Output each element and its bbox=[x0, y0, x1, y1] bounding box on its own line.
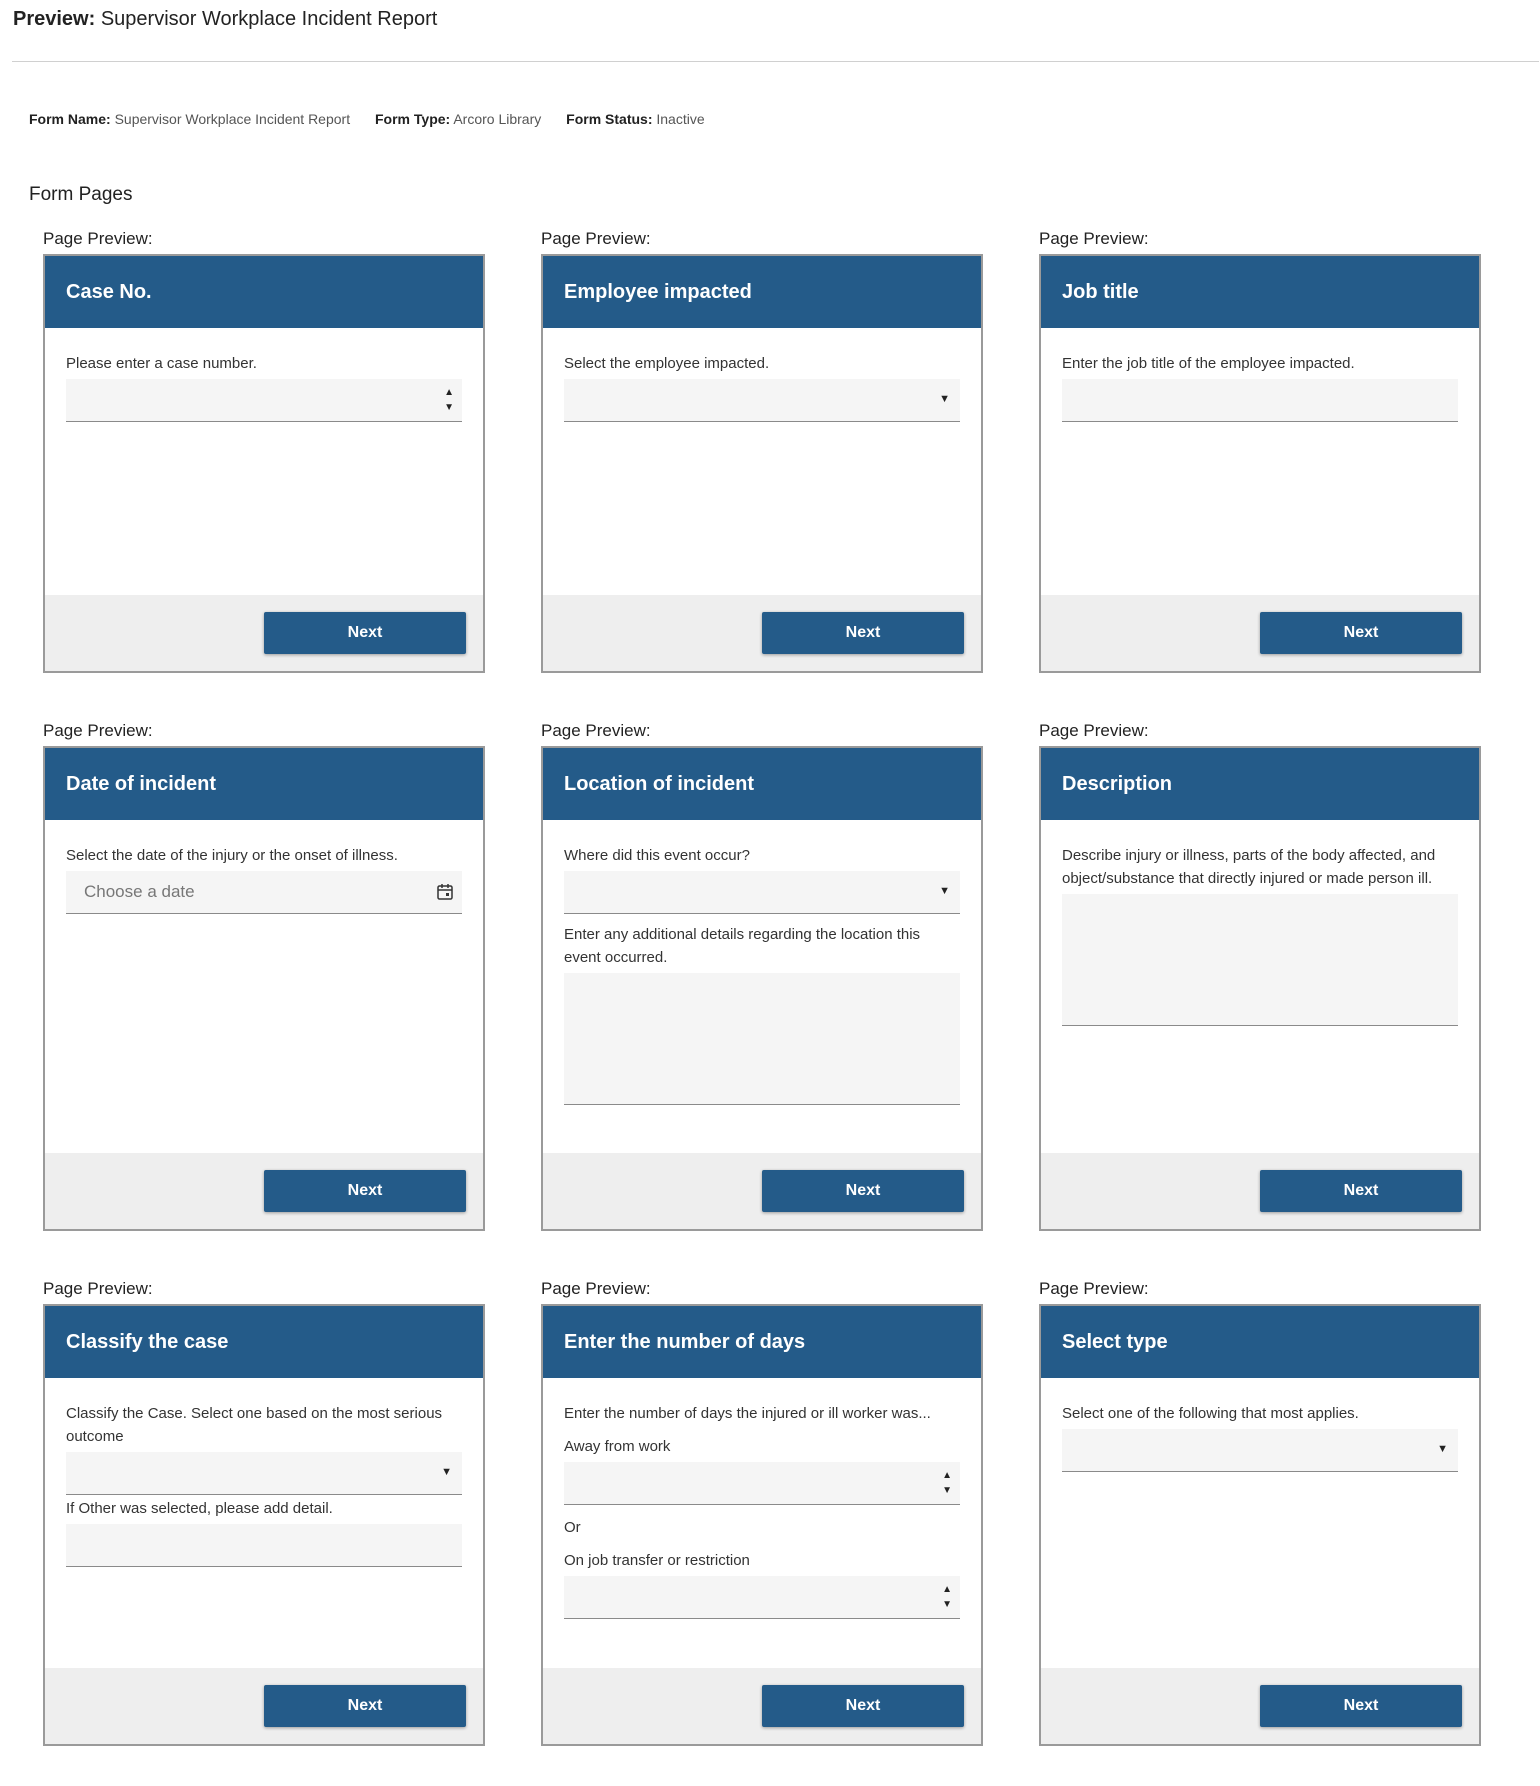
page-preview-label: Page Preview: bbox=[541, 1279, 651, 1298]
page-preview-label: Page Preview: bbox=[541, 229, 651, 248]
card-footer bbox=[1041, 595, 1479, 671]
page-preview-label: Page Preview: bbox=[541, 721, 651, 740]
calendar-icon[interactable] bbox=[436, 883, 454, 906]
form-name-value: Supervisor Workplace Incident Report bbox=[114, 111, 351, 127]
question-label: If Other was selected, please add detail. bbox=[66, 1500, 333, 1517]
next-button[interactable]: Next bbox=[1260, 1170, 1462, 1212]
case-number-input[interactable] bbox=[66, 379, 462, 422]
section-title: Form Pages bbox=[29, 184, 133, 205]
form-type-label: Form Type: bbox=[375, 111, 451, 127]
page-preview-label: Page Preview: bbox=[1039, 1279, 1149, 1298]
question-label: Enter the number of days the injured or ill worker was... bbox=[564, 1405, 931, 1422]
card-footer bbox=[45, 1668, 483, 1744]
employee-select[interactable] bbox=[564, 379, 960, 422]
card-title: Case No. bbox=[45, 256, 483, 328]
preview-card-number-of-days bbox=[541, 1304, 983, 1746]
card-title: Date of incident bbox=[45, 748, 483, 820]
page-preview-label: Page Preview: bbox=[1039, 229, 1149, 248]
card-footer bbox=[45, 595, 483, 671]
description-textarea[interactable] bbox=[1062, 894, 1458, 1026]
question-label: Select the date of the injury or the onset of illness. bbox=[66, 847, 398, 864]
preview-card-classify-the-case bbox=[43, 1304, 485, 1746]
job-title-input[interactable] bbox=[1062, 379, 1458, 422]
next-button[interactable]: Next bbox=[762, 1170, 964, 1212]
next-button[interactable]: Next bbox=[264, 1170, 466, 1212]
card-title: Enter the number of days bbox=[543, 1306, 981, 1378]
card-footer bbox=[543, 595, 981, 671]
card-footer bbox=[45, 1153, 483, 1229]
card-title: Classify the case bbox=[45, 1306, 483, 1378]
form-type-value: Arcoro Library bbox=[453, 111, 542, 127]
card-title: Select type bbox=[1041, 1306, 1479, 1378]
card-title: Description bbox=[1041, 748, 1479, 820]
form-status-value: Inactive bbox=[656, 111, 705, 127]
card-title: Job title bbox=[1041, 256, 1479, 328]
number-stepper-icon[interactable]: ▲ ▼ bbox=[942, 1584, 952, 1610]
page-preview-label: Page Preview: bbox=[1039, 721, 1149, 740]
preview-card-employee-impacted bbox=[541, 254, 983, 673]
card-title: Location of incident bbox=[543, 748, 981, 820]
preview-card-location-of-incident bbox=[541, 746, 983, 1231]
next-button[interactable]: Next bbox=[762, 612, 964, 654]
question-label: Please enter a case number. bbox=[66, 355, 257, 372]
card-title: Employee impacted bbox=[543, 256, 981, 328]
question-label: Enter the job title of the employee impacted. bbox=[1062, 355, 1355, 372]
question-label: Enter any additional details regarding the location this event occurred. bbox=[564, 926, 921, 966]
preview-card-case-no bbox=[43, 254, 485, 673]
form-meta bbox=[29, 111, 726, 127]
days-away-input[interactable] bbox=[564, 1462, 960, 1505]
preview-card-date-of-incident bbox=[43, 746, 485, 1231]
chevron-down-icon: ▼ bbox=[441, 1466, 452, 1478]
preview-card-select-type bbox=[1039, 1304, 1481, 1746]
card-footer bbox=[1041, 1153, 1479, 1229]
location-details-textarea[interactable] bbox=[564, 973, 960, 1105]
chevron-down-icon: ▼ bbox=[1437, 1443, 1448, 1455]
question-label: On job transfer or restriction bbox=[564, 1552, 750, 1569]
classification-select[interactable] bbox=[66, 1452, 462, 1495]
number-stepper-icon[interactable]: ▲ ▼ bbox=[444, 387, 454, 413]
other-detail-input[interactable] bbox=[66, 1524, 462, 1567]
chevron-down-icon: ▼ bbox=[939, 393, 950, 405]
next-button[interactable]: Next bbox=[264, 612, 466, 654]
chevron-down-icon: ▼ bbox=[939, 885, 950, 897]
date-picker-input[interactable] bbox=[66, 871, 462, 914]
number-stepper-icon[interactable]: ▲ ▼ bbox=[942, 1470, 952, 1496]
question-label: Describe injury or illness, parts of the body affected, and object/substance that directly injured or made person ill. bbox=[1062, 847, 1436, 887]
header-title: Supervisor Workplace Incident Report bbox=[100, 8, 438, 30]
preview-card-description bbox=[1039, 746, 1481, 1231]
date-placeholder: Choose a date bbox=[84, 882, 195, 901]
header-prefix: Preview: bbox=[13, 8, 96, 30]
question-label: Select the employee impacted. bbox=[564, 355, 770, 372]
next-button[interactable]: Next bbox=[1260, 612, 1462, 654]
page-preview-label: Page Preview: bbox=[43, 229, 153, 248]
page-preview-label: Page Preview: bbox=[43, 1279, 153, 1298]
page-preview-label: Page Preview: bbox=[43, 721, 153, 740]
header-divider bbox=[12, 61, 1539, 62]
next-button[interactable]: Next bbox=[1260, 1685, 1462, 1727]
card-footer bbox=[543, 1153, 981, 1229]
days-restricted-input[interactable] bbox=[564, 1576, 960, 1619]
type-select[interactable] bbox=[1062, 1429, 1458, 1472]
card-footer bbox=[543, 1668, 981, 1744]
next-button[interactable]: Next bbox=[264, 1685, 466, 1727]
page-header bbox=[13, 8, 437, 31]
form-status-label: Form Status: bbox=[566, 111, 653, 127]
question-label: Classify the Case. Select one based on the most serious outcome bbox=[66, 1405, 443, 1445]
question-label: Away from work bbox=[564, 1438, 671, 1455]
next-button[interactable]: Next bbox=[762, 1685, 964, 1727]
question-label: Where did this event occur? bbox=[564, 847, 750, 864]
question-label: Select one of the following that most applies. bbox=[1062, 1405, 1359, 1422]
location-select[interactable] bbox=[564, 871, 960, 914]
preview-card-job-title bbox=[1039, 254, 1481, 673]
card-footer bbox=[1041, 1668, 1479, 1744]
or-label: Or bbox=[564, 1519, 581, 1536]
form-name-label: Form Name: bbox=[29, 111, 111, 127]
